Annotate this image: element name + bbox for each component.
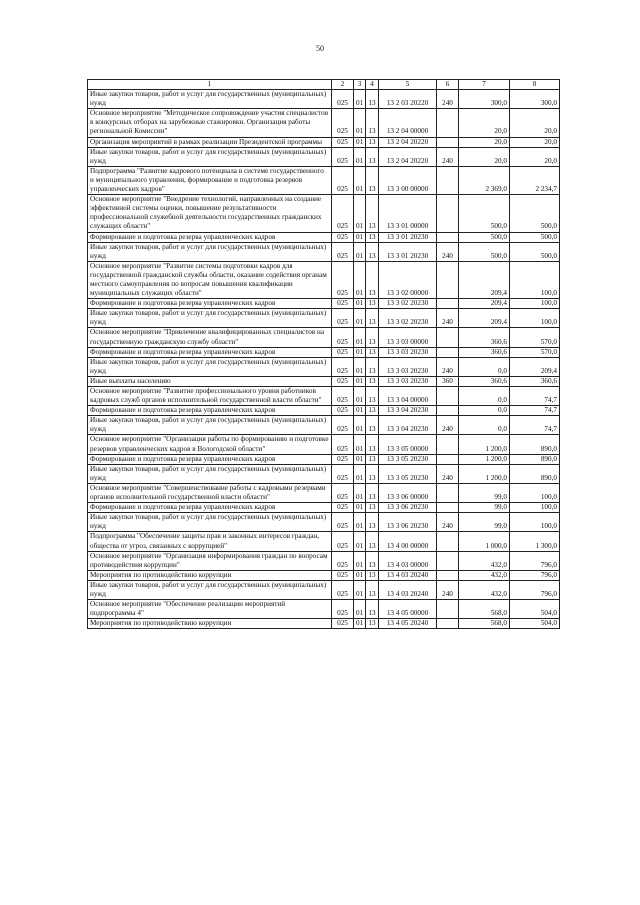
amount-year-1-cell: 0,0 (459, 416, 510, 435)
ved-cell: 025 (332, 309, 354, 328)
target-article-cell: 13 4 05 20240 (379, 619, 437, 629)
row-name-cell: Основное мероприятие "Внедрение технологий, направленных на создание эффективной системы оценки, повышение результативности профессиональной служебной деятельности государственных гражданских служащих области" (88, 195, 332, 232)
amount-year-2-cell: 500,0 (510, 232, 560, 242)
amount-year-1-cell: 99,0 (459, 483, 510, 502)
expense-type-cell (437, 532, 459, 551)
amount-year-2-cell: 890,0 (510, 435, 560, 454)
target-article-cell: 13 3 00 00000 (379, 166, 437, 194)
subsection-cell: 13 (366, 580, 379, 599)
amount-year-2-cell: 74,7 (510, 387, 560, 406)
ved-cell: 025 (332, 166, 354, 194)
expense-type-cell: 240 (437, 580, 459, 599)
amount-year-1-cell: 0,0 (459, 406, 510, 416)
amount-year-2-cell: 209,4 (510, 357, 560, 376)
section-cell: 01 (354, 406, 366, 416)
subsection-cell: 13 (366, 109, 379, 137)
row-name-cell: Иные закупки товаров, работ и услуг для государственных (муниципальных) нужд (88, 580, 332, 599)
table-row (88, 435, 560, 454)
section-cell: 01 (354, 600, 366, 619)
section-cell: 01 (354, 109, 366, 137)
section-cell: 01 (354, 357, 366, 376)
column-header: 8 (510, 80, 560, 90)
expense-type-cell: 240 (437, 147, 459, 166)
amount-year-2-cell: 360,6 (510, 376, 560, 386)
amount-year-2-cell: 570,0 (510, 347, 560, 357)
amount-year-1-cell: 500,0 (459, 232, 510, 242)
ved-cell: 025 (332, 580, 354, 599)
table-row (88, 328, 560, 347)
section-cell: 01 (354, 416, 366, 435)
ved-cell: 025 (332, 406, 354, 416)
subsection-cell: 13 (366, 416, 379, 435)
expense-type-cell: 240 (437, 309, 459, 328)
subsection-cell: 13 (366, 195, 379, 232)
amount-year-2-cell: 20,0 (510, 109, 560, 137)
section-cell: 01 (354, 299, 366, 309)
table-row (88, 532, 560, 551)
amount-year-1-cell: 568,0 (459, 619, 510, 629)
target-article-cell: 13 3 03 20230 (379, 347, 437, 357)
amount-year-1-cell: 20,0 (459, 137, 510, 147)
ved-cell: 025 (332, 328, 354, 347)
table-row (88, 483, 560, 502)
page-number: 50 (316, 44, 324, 53)
section-cell: 01 (354, 147, 366, 166)
expense-type-cell (437, 137, 459, 147)
section-cell: 01 (354, 195, 366, 232)
amount-year-1-cell: 99,0 (459, 513, 510, 532)
amount-year-1-cell: 568,0 (459, 600, 510, 619)
row-name-cell: Формирование и подготовка резерва управленческих кадров (88, 347, 332, 357)
amount-year-1-cell: 1 200,0 (459, 454, 510, 464)
subsection-cell: 13 (366, 90, 379, 109)
table-row (88, 503, 560, 513)
section-cell: 01 (354, 387, 366, 406)
row-name-cell: Формирование и подготовка резерва управленческих кадров (88, 454, 332, 464)
target-article-cell: 13 3 05 20230 (379, 464, 437, 483)
row-name-cell: Основное мероприятие "Методическое сопровождение участия специалистов в конкурсных отборах на зарубежные стажировки. Организация работы региональной Комиссии" (88, 109, 332, 137)
table-row (88, 406, 560, 416)
target-article-cell: 13 4 00 00000 (379, 532, 437, 551)
subsection-cell: 13 (366, 137, 379, 147)
target-article-cell: 13 3 02 00000 (379, 261, 437, 298)
target-article-cell: 13 3 03 00000 (379, 328, 437, 347)
row-name-cell: Подпрограмма "Обеспечение защиты прав и законных интересов граждан, общества от угроз, связанных с коррупцией" (88, 532, 332, 551)
section-cell: 01 (354, 137, 366, 147)
section-cell: 01 (354, 376, 366, 386)
subsection-cell: 13 (366, 503, 379, 513)
ved-cell: 025 (332, 242, 354, 261)
section-cell: 01 (354, 483, 366, 502)
section-cell: 01 (354, 454, 366, 464)
target-article-cell: 13 3 02 20230 (379, 309, 437, 328)
ved-cell: 025 (332, 464, 354, 483)
expense-type-cell: 360 (437, 376, 459, 386)
subsection-cell: 13 (366, 147, 379, 166)
ved-cell: 025 (332, 600, 354, 619)
table-row (88, 90, 560, 109)
table-row (88, 147, 560, 166)
budget-table (87, 79, 560, 629)
expense-type-cell (437, 454, 459, 464)
row-name-cell: Иные закупки товаров, работ и услуг для государственных (муниципальных) нужд (88, 357, 332, 376)
subsection-cell: 13 (366, 261, 379, 298)
target-article-cell: 13 3 01 00000 (379, 195, 437, 232)
ved-cell: 025 (332, 551, 354, 570)
subsection-cell: 13 (366, 513, 379, 532)
target-article-cell: 13 3 02 20230 (379, 299, 437, 309)
target-article-cell: 13 3 03 20230 (379, 376, 437, 386)
amount-year-2-cell: 1 300,0 (510, 532, 560, 551)
row-name-cell: Иные закупки товаров, работ и услуг для государственных (муниципальных) нужд (88, 147, 332, 166)
table-row (88, 376, 560, 386)
target-article-cell: 13 2 04 20220 (379, 137, 437, 147)
column-header: 3 (354, 80, 366, 90)
ved-cell: 025 (332, 570, 354, 580)
row-name-cell: Основное мероприятие "Привлечение квалифицированных специалистов на государственную гражданскую службу области" (88, 328, 332, 347)
amount-year-2-cell: 570,0 (510, 328, 560, 347)
table-row (88, 261, 560, 298)
table-row (88, 600, 560, 619)
expense-type-cell (437, 503, 459, 513)
amount-year-2-cell: 500,0 (510, 242, 560, 261)
ved-cell: 025 (332, 232, 354, 242)
row-name-cell: Мероприятия по противодействию коррупции (88, 619, 332, 629)
expense-type-cell (437, 387, 459, 406)
row-name-cell: Формирование и подготовка резерва управленческих кадров (88, 299, 332, 309)
amount-year-1-cell: 209,4 (459, 261, 510, 298)
amount-year-2-cell: 74,7 (510, 416, 560, 435)
subsection-cell: 13 (366, 454, 379, 464)
section-cell: 01 (354, 503, 366, 513)
amount-year-2-cell: 100,0 (510, 503, 560, 513)
row-name-cell: Иные закупки товаров, работ и услуг для государственных (муниципальных) нужд (88, 416, 332, 435)
row-name-cell: Подпрограмма "Развитие кадрового потенциала в системе государственного и муниципального управления, формирование и подготовка резервов управленческих кадров" (88, 166, 332, 194)
table-row (88, 416, 560, 435)
column-header: 2 (332, 80, 354, 90)
amount-year-2-cell: 796,0 (510, 580, 560, 599)
ved-cell: 025 (332, 454, 354, 464)
row-name-cell: Иные закупки товаров, работ и услуг для государственных (муниципальных) нужд (88, 242, 332, 261)
amount-year-2-cell: 74,7 (510, 406, 560, 416)
section-cell: 01 (354, 90, 366, 109)
ved-cell: 025 (332, 435, 354, 454)
amount-year-1-cell: 432,0 (459, 551, 510, 570)
column-header: 1 (88, 80, 332, 90)
expense-type-cell: 240 (437, 416, 459, 435)
target-article-cell: 13 4 03 20240 (379, 570, 437, 580)
amount-year-1-cell: 1 000,0 (459, 532, 510, 551)
amount-year-2-cell: 890,0 (510, 464, 560, 483)
ved-cell: 025 (332, 109, 354, 137)
section-cell: 01 (354, 347, 366, 357)
amount-year-1-cell: 20,0 (459, 147, 510, 166)
table-row (88, 232, 560, 242)
amount-year-2-cell: 504,0 (510, 619, 560, 629)
section-cell: 01 (354, 551, 366, 570)
row-name-cell: Иные закупки товаров, работ и услуг для государственных (муниципальных) нужд (88, 513, 332, 532)
target-article-cell: 13 3 06 00000 (379, 483, 437, 502)
expense-type-cell (437, 195, 459, 232)
row-name-cell: Формирование и подготовка резерва управленческих кадров (88, 232, 332, 242)
subsection-cell: 13 (366, 299, 379, 309)
amount-year-1-cell: 1 200,0 (459, 464, 510, 483)
row-name-cell: Основное мероприятие "Совершенствование работы с кадровыми резервами органов исполнительной государственной власти области" (88, 483, 332, 502)
amount-year-1-cell: 432,0 (459, 570, 510, 580)
amount-year-1-cell: 209,4 (459, 299, 510, 309)
amount-year-1-cell: 1 200,0 (459, 435, 510, 454)
ved-cell: 025 (332, 503, 354, 513)
amount-year-1-cell: 300,0 (459, 90, 510, 109)
table-row (88, 619, 560, 629)
section-cell: 01 (354, 328, 366, 347)
expense-type-cell (437, 551, 459, 570)
amount-year-1-cell: 0,0 (459, 387, 510, 406)
ved-cell: 025 (332, 619, 354, 629)
target-article-cell: 13 3 05 00000 (379, 435, 437, 454)
ved-cell: 025 (332, 513, 354, 532)
column-header: 6 (437, 80, 459, 90)
table-row (88, 454, 560, 464)
amount-year-1-cell: 360,6 (459, 376, 510, 386)
section-cell: 01 (354, 309, 366, 328)
amount-year-2-cell: 890,0 (510, 454, 560, 464)
target-article-cell: 13 2 03 20220 (379, 90, 437, 109)
ved-cell: 025 (332, 532, 354, 551)
subsection-cell: 13 (366, 600, 379, 619)
amount-year-2-cell: 100,0 (510, 513, 560, 532)
target-article-cell: 13 3 05 20230 (379, 454, 437, 464)
table-row (88, 551, 560, 570)
target-article-cell: 13 4 03 00000 (379, 551, 437, 570)
table-row (88, 109, 560, 137)
expense-type-cell (437, 232, 459, 242)
subsection-cell: 13 (366, 435, 379, 454)
table-row (88, 570, 560, 580)
target-article-cell: 13 3 01 20230 (379, 242, 437, 261)
amount-year-2-cell: 796,0 (510, 570, 560, 580)
expense-type-cell (437, 299, 459, 309)
row-name-cell: Основное мероприятие "Развитие системы подготовки кадров для государственной гражданской службы области, оказание содействия органам местного самоуправления по вопросам повышения квалификации муниципальных служащих области" (88, 261, 332, 298)
section-cell: 01 (354, 580, 366, 599)
table-row (88, 513, 560, 532)
row-name-cell: Основное мероприятие "Организация информирования граждан по вопросам противодействия коррупции" (88, 551, 332, 570)
ved-cell: 025 (332, 261, 354, 298)
row-name-cell: Формирование и подготовка резерва управленческих кадров (88, 406, 332, 416)
row-name-cell: Формирование и подготовка резерва управленческих кадров (88, 503, 332, 513)
subsection-cell: 13 (366, 619, 379, 629)
expense-type-cell (437, 109, 459, 137)
target-article-cell: 13 3 01 20230 (379, 232, 437, 242)
target-article-cell: 13 3 06 20230 (379, 503, 437, 513)
amount-year-2-cell: 300,0 (510, 90, 560, 109)
row-name-cell: Основное мероприятие "Развитие профессионального уровня работников кадровых служб органов исполнительной государственной власти области" (88, 387, 332, 406)
amount-year-1-cell: 500,0 (459, 242, 510, 261)
table-row (88, 580, 560, 599)
subsection-cell: 13 (366, 376, 379, 386)
expense-type-cell (437, 328, 459, 347)
subsection-cell: 13 (366, 357, 379, 376)
expense-type-cell (437, 406, 459, 416)
section-cell: 01 (354, 232, 366, 242)
table-row (88, 137, 560, 147)
ved-cell: 025 (332, 137, 354, 147)
target-article-cell: 13 4 05 00000 (379, 600, 437, 619)
table-row (88, 309, 560, 328)
amount-year-1-cell: 360,6 (459, 328, 510, 347)
row-name-cell: Организация мероприятий в рамках реализации Президентской программы (88, 137, 332, 147)
section-cell: 01 (354, 435, 366, 454)
ved-cell: 025 (332, 147, 354, 166)
ved-cell: 025 (332, 347, 354, 357)
section-cell: 01 (354, 619, 366, 629)
ved-cell: 025 (332, 195, 354, 232)
table-row (88, 357, 560, 376)
subsection-cell: 13 (366, 464, 379, 483)
section-cell: 01 (354, 513, 366, 532)
expense-type-cell (437, 347, 459, 357)
ved-cell: 025 (332, 416, 354, 435)
column-header: 4 (366, 80, 379, 90)
section-cell: 01 (354, 166, 366, 194)
row-name-cell: Иные закупки товаров, работ и услуг для государственных (муниципальных) нужд (88, 309, 332, 328)
row-name-cell: Иные выплаты населению (88, 376, 332, 386)
ved-cell: 025 (332, 387, 354, 406)
amount-year-1-cell: 99,0 (459, 503, 510, 513)
amount-year-1-cell: 20,0 (459, 109, 510, 137)
subsection-cell: 13 (366, 551, 379, 570)
subsection-cell: 13 (366, 232, 379, 242)
table-row (88, 242, 560, 261)
subsection-cell: 13 (366, 328, 379, 347)
ved-cell: 025 (332, 299, 354, 309)
amount-year-2-cell: 20,0 (510, 147, 560, 166)
expense-type-cell (437, 600, 459, 619)
subsection-cell: 13 (366, 387, 379, 406)
amount-year-2-cell: 20,0 (510, 137, 560, 147)
expense-type-cell (437, 570, 459, 580)
ved-cell: 025 (332, 357, 354, 376)
header-row (88, 80, 560, 90)
subsection-cell: 13 (366, 532, 379, 551)
row-name-cell: Мероприятия по противодействию коррупции (88, 570, 332, 580)
amount-year-1-cell: 209,4 (459, 309, 510, 328)
subsection-cell: 13 (366, 347, 379, 357)
amount-year-2-cell: 100,0 (510, 309, 560, 328)
amount-year-2-cell: 100,0 (510, 483, 560, 502)
expense-type-cell: 240 (437, 513, 459, 532)
expense-type-cell (437, 166, 459, 194)
target-article-cell: 13 3 04 20230 (379, 416, 437, 435)
table-row (88, 299, 560, 309)
section-cell: 01 (354, 261, 366, 298)
target-article-cell: 13 2 04 00000 (379, 109, 437, 137)
expense-type-cell: 240 (437, 90, 459, 109)
row-name-cell: Основное мероприятие "Обеспечение реализации мероприятий подпрограммы 4" (88, 600, 332, 619)
ved-cell: 025 (332, 483, 354, 502)
section-cell: 01 (354, 242, 366, 261)
amount-year-2-cell: 100,0 (510, 261, 560, 298)
amount-year-1-cell: 500,0 (459, 195, 510, 232)
target-article-cell: 13 3 03 20230 (379, 357, 437, 376)
table-row (88, 347, 560, 357)
row-name-cell: Основное мероприятие "Организация работы по формированию и подготовке резервов управленческих кадров в Вологодской области" (88, 435, 332, 454)
amount-year-1-cell: 2 369,0 (459, 166, 510, 194)
expense-type-cell (437, 261, 459, 298)
expense-type-cell: 240 (437, 464, 459, 483)
table-row (88, 387, 560, 406)
column-header: 7 (459, 80, 510, 90)
subsection-cell: 13 (366, 309, 379, 328)
subsection-cell: 13 (366, 242, 379, 261)
row-name-cell: Иные закупки товаров, работ и услуг для государственных (муниципальных) нужд (88, 464, 332, 483)
subsection-cell: 13 (366, 406, 379, 416)
amount-year-1-cell: 0,0 (459, 357, 510, 376)
amount-year-2-cell: 2 234,7 (510, 166, 560, 194)
section-cell: 01 (354, 532, 366, 551)
target-article-cell: 13 4 03 20240 (379, 580, 437, 599)
subsection-cell: 13 (366, 483, 379, 502)
section-cell: 01 (354, 570, 366, 580)
amount-year-2-cell: 504,0 (510, 600, 560, 619)
table-row (88, 464, 560, 483)
expense-type-cell (437, 483, 459, 502)
expense-type-cell (437, 435, 459, 454)
amount-year-1-cell: 360,6 (459, 347, 510, 357)
table-row (88, 195, 560, 232)
section-cell: 01 (354, 464, 366, 483)
column-header: 5 (379, 80, 437, 90)
target-article-cell: 13 2 04 20220 (379, 147, 437, 166)
target-article-cell: 13 3 06 20230 (379, 513, 437, 532)
table-body (88, 90, 560, 629)
amount-year-1-cell: 432,0 (459, 580, 510, 599)
target-article-cell: 13 3 04 20230 (379, 406, 437, 416)
ved-cell: 025 (332, 90, 354, 109)
expense-type-cell (437, 619, 459, 629)
expense-type-cell: 240 (437, 242, 459, 261)
subsection-cell: 13 (366, 166, 379, 194)
ved-cell: 025 (332, 376, 354, 386)
amount-year-2-cell: 500,0 (510, 195, 560, 232)
target-article-cell: 13 3 04 00000 (379, 387, 437, 406)
table-row (88, 166, 560, 194)
amount-year-2-cell: 796,0 (510, 551, 560, 570)
amount-year-2-cell: 100,0 (510, 299, 560, 309)
row-name-cell: Иные закупки товаров, работ и услуг для государственных (муниципальных) нужд (88, 90, 332, 109)
expense-type-cell: 240 (437, 357, 459, 376)
subsection-cell: 13 (366, 570, 379, 580)
